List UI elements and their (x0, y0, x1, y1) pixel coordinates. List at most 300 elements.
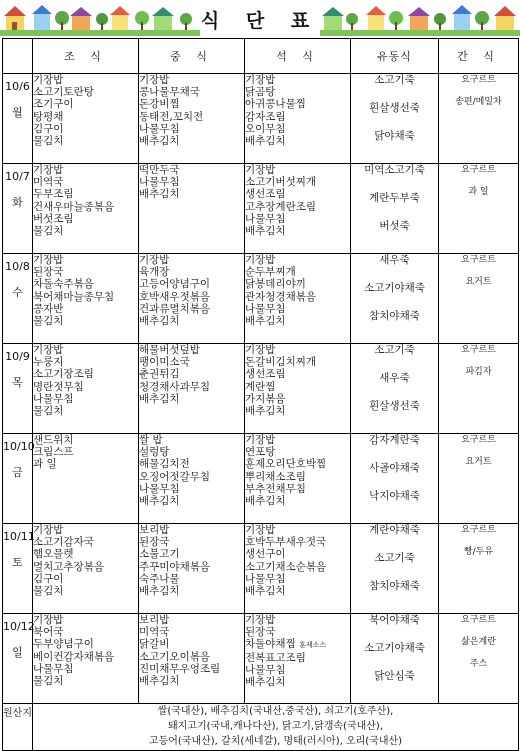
breakfast-cell (33, 74, 139, 164)
menu-item-text: 버섯조림 (33, 212, 74, 225)
menu-item (139, 176, 244, 188)
menu-item (139, 393, 244, 405)
menu-item (33, 123, 138, 135)
menu-item (245, 135, 350, 147)
menu-item-text: 기장밥 (245, 254, 276, 266)
menu-item (33, 675, 138, 687)
menu-item (245, 561, 350, 573)
menu-item (33, 266, 138, 278)
liquid-diet-item: 사골야채죽 (369, 462, 420, 474)
menu-item-text: 소고기토란탕 (33, 86, 94, 99)
snack-item: 요구르트 (461, 165, 496, 175)
menu-item-text: 기장밥 (245, 344, 276, 356)
dinner-cell (245, 524, 351, 614)
menu-item-text: 기장밥 (139, 74, 170, 86)
menu-item (33, 405, 138, 417)
menu-item-text: 고추장계란조림 (245, 200, 317, 213)
menu-item (245, 676, 350, 688)
menu-item (33, 164, 138, 176)
menu-item (139, 536, 244, 548)
lunch-cell (139, 74, 245, 164)
menu-item-text: 미역국 (33, 176, 64, 189)
menu-item-text: 배추김치 (245, 225, 286, 238)
menu-item (245, 458, 350, 470)
menu-item (139, 651, 244, 663)
snack-item: 요구르트 (461, 615, 496, 625)
menu-item-text: 생선구이 (245, 548, 286, 561)
menu-item (245, 585, 350, 597)
lunch-cell (139, 524, 245, 614)
menu-item-text: 닭곰탕 (245, 86, 276, 99)
menu-item (139, 164, 244, 176)
menu-item-text: 해물버섯덮밥 (139, 344, 200, 356)
menu-item (139, 188, 244, 200)
menu-item (139, 368, 244, 380)
menu-item (33, 548, 138, 560)
menu-item-text: 돈갈비김치찌개 (245, 356, 317, 369)
origin-label: 원산지 (3, 704, 33, 751)
menu-item-text: 쌀 밥 (139, 434, 163, 446)
menu-item (33, 393, 138, 405)
menu-item (245, 483, 350, 495)
liquid-diet-item: 낙지야채죽 (369, 490, 420, 502)
menu-item-text: 육개장 (139, 266, 170, 279)
menu-item (139, 573, 244, 585)
table-header-row (3, 39, 519, 74)
menu-item-text: 탕평채 (33, 110, 64, 123)
menu-item (139, 86, 244, 98)
header-dinner: 석 식 (245, 39, 351, 74)
snack-item: 요구르트 (461, 345, 496, 355)
menu-item-text: 과 일 (33, 458, 57, 471)
snack-cell (439, 614, 519, 704)
menu-item (245, 278, 350, 290)
menu-item-text: 배추김치 (139, 495, 180, 508)
dinner-cell (245, 614, 351, 704)
menu-item (245, 188, 350, 200)
lunch-cell (139, 344, 245, 434)
menu-item (139, 135, 244, 147)
day-weekday: 화 (12, 196, 23, 209)
menu-item (33, 188, 138, 200)
menu-item-text: 동태전,꼬치전 (139, 110, 204, 123)
snack-cell (439, 434, 519, 524)
menu-item-text: 배추김치 (139, 315, 180, 328)
menu-item (139, 471, 244, 483)
header-date (3, 39, 33, 74)
breakfast-cell (33, 344, 139, 434)
menu-item-text: 닭봉데리야끼 (245, 278, 306, 291)
menu-item (33, 291, 138, 303)
menu-item-text: 물김치 (33, 585, 64, 598)
menu-item (139, 291, 244, 303)
menu-item-text: 나물무침 (245, 572, 286, 585)
day-row (3, 164, 519, 254)
menu-item (139, 381, 244, 393)
menu-item-text: 계란찜 (245, 380, 276, 393)
menu-item-text: 연포탕 (245, 446, 276, 459)
menu-item-text: 물김치 (33, 315, 64, 328)
menu-item-text: 배추김치 (245, 135, 286, 148)
menu-item-text: 나물무침 (245, 663, 286, 676)
liquid-diet-item: 흰살생선죽 (369, 102, 420, 114)
day-weekday: 목 (12, 376, 23, 389)
liquid-diet-item: 닭야채죽 (374, 130, 415, 142)
menu-item-text: 돈강비찜 (139, 98, 180, 111)
menu-item (245, 201, 350, 213)
menu-item (139, 98, 244, 110)
menu-item (245, 446, 350, 458)
menu-item-text: 기장밥 (245, 524, 276, 536)
liquid-diet-cell (351, 74, 439, 164)
menu-item (33, 434, 138, 446)
menu-item-text: 된장국 (139, 536, 170, 549)
menu-item-text: 차돌야채찜 (245, 638, 296, 651)
lunch-cell (139, 434, 245, 524)
breakfast-cell (33, 524, 139, 614)
menu-item (33, 651, 138, 663)
dinner-cell (245, 74, 351, 164)
liquid-diet-item: 참치야채죽 (369, 580, 420, 592)
menu-item-text: 김구이 (33, 122, 64, 135)
snack-cell (439, 164, 519, 254)
header-snack: 간 식 (439, 39, 519, 74)
menu-item-text: 관자청경채볶음 (245, 290, 317, 303)
menu-item-text: 멸치고추장볶음 (33, 560, 105, 573)
menu-item (245, 652, 350, 664)
day-date-cell (3, 344, 33, 434)
snack-item: 요구르트 (461, 75, 496, 85)
menu-item (33, 573, 138, 585)
menu-item (245, 123, 350, 135)
menu-item-text: 고등어양념구이 (139, 278, 211, 291)
menu-item-text: 된장국 (33, 266, 64, 279)
menu-item (33, 344, 138, 356)
menu-item (33, 225, 138, 237)
menu-item (245, 524, 350, 536)
menu-item-text: 미역국 (139, 626, 170, 639)
menu-item (245, 393, 350, 405)
menu-item (245, 254, 350, 266)
menu-item (33, 254, 138, 266)
menu-item-text: 크림스프 (33, 446, 74, 459)
liquid-diet-cell (351, 344, 439, 434)
lunch-cell (139, 614, 245, 704)
menu-item (33, 638, 138, 650)
day-row (3, 344, 519, 434)
menu-item-text: 배추김치 (245, 315, 286, 328)
menu-item (245, 434, 350, 446)
menu-item-text: 소고기장조림 (33, 368, 94, 381)
day-row (3, 254, 519, 344)
menu-item-text: 주꾸미야채볶음 (139, 560, 211, 573)
menu-item (139, 446, 244, 458)
menu-item-text: 해물김치전 (139, 458, 190, 471)
menu-item-text: 소고기채소순볶음 (245, 560, 327, 573)
menu-item (245, 664, 350, 676)
liquid-diet-cell (351, 164, 439, 254)
liquid-diet-item: 참치야채죽 (369, 310, 420, 322)
day-date: 10/12 (3, 620, 35, 633)
menu-item (33, 663, 138, 675)
menu-item (139, 356, 244, 368)
menu-item (33, 626, 138, 638)
menu-item-text: 기장밥 (33, 524, 64, 536)
menu-item (33, 585, 138, 597)
menu-item-text: 건새우마늘종볶음 (33, 200, 115, 213)
menu-item (245, 536, 350, 548)
menu-item (33, 561, 138, 573)
menu-item-text: 진미채무우엉조림 (139, 662, 221, 675)
menu-item (139, 495, 244, 507)
menu-item-text: 배추김치 (245, 676, 286, 689)
menu-item-text: 청경채사과무침 (139, 380, 211, 393)
menu-item (245, 368, 350, 380)
header-banner (0, 0, 520, 38)
dinner-cell (245, 344, 351, 434)
menu-item (139, 663, 244, 675)
menu-item (245, 356, 350, 368)
liquid-diet-cell (351, 524, 439, 614)
menu-item (139, 303, 244, 315)
menu-item (139, 675, 244, 687)
menu-item-text: 기장밥 (33, 614, 64, 626)
liquid-diet-item: 소고기야채죽 (364, 282, 425, 294)
menu-item (33, 201, 138, 213)
menu-item (33, 135, 138, 147)
day-date: 10/9 (5, 350, 30, 363)
menu-item (139, 434, 244, 446)
day-date-cell (3, 164, 33, 254)
day-date: 10/8 (5, 260, 30, 273)
origin-line: 돼지고기(국내,캐나다산), 닭고기,닭갱속(국내산), (167, 721, 384, 732)
menu-item (245, 303, 350, 315)
day-row (3, 74, 519, 164)
day-weekday: 금 (12, 466, 23, 479)
menu-item (33, 111, 138, 123)
menu-item-text: 김구이 (33, 572, 64, 585)
menu-item-text: 배추김치 (139, 585, 180, 598)
day-date-cell (3, 434, 33, 524)
menu-item-text: 훈제오리단호박찜 (245, 458, 327, 471)
menu-item-text: 숙주나물 (139, 572, 180, 585)
liquid-diet-item: 계란야채죽 (369, 524, 420, 536)
menu-item (245, 471, 350, 483)
snack-item: 요거트 (465, 457, 492, 467)
menu-item-text: 두부조림 (33, 188, 74, 201)
menu-item-text: 샌드위치 (33, 434, 74, 446)
menu-item-text: 북어채마늘종무침 (33, 290, 115, 303)
menu-item-text: 물김치 (33, 405, 64, 418)
menu-item (33, 524, 138, 536)
liquid-diet-item: 계란두부죽 (369, 192, 420, 204)
menu-item (33, 86, 138, 98)
menu-item-text: 북어국 (33, 626, 64, 639)
menu-item-text: 기장밥 (139, 254, 170, 266)
menu-item-text: 콩자반 (33, 302, 64, 315)
origin-text (33, 704, 519, 751)
menu-item (245, 225, 350, 237)
liquid-diet-item: 흰살생선죽 (369, 400, 420, 412)
village-illustration-right (320, 2, 520, 36)
menu-item (33, 303, 138, 315)
menu-item (245, 164, 350, 176)
header-lunch: 중 식 (139, 39, 245, 74)
menu-item (245, 626, 350, 638)
menu-item-text: 보리밥 (139, 614, 170, 626)
menu-item (33, 74, 138, 86)
liquid-diet-item: 북어야채죽 (369, 614, 420, 626)
menu-item-text: 기장밥 (33, 74, 64, 86)
origin-line: 고등어(국내산), 갈치(세네갈), 명태(러시아), 오리(국내산) (148, 736, 403, 747)
menu-item-text: 기장밥 (33, 254, 64, 266)
menu-item (245, 548, 350, 560)
day-weekday: 일 (12, 646, 23, 659)
menu-item (139, 74, 244, 86)
menu-item-text: 생선조림 (245, 368, 286, 381)
liquid-diet-cell (351, 254, 439, 344)
lunch-cell (139, 254, 245, 344)
menu-item-text: 생선조림 (245, 188, 286, 201)
menu-item-text: 배추김치 (245, 495, 286, 508)
menu-item (33, 536, 138, 548)
menu-item-text: 배추김치 (139, 675, 180, 688)
menu-item (139, 626, 244, 638)
menu-item (33, 315, 138, 327)
menu-item (139, 614, 244, 626)
menu-item-text: 기장밥 (245, 164, 276, 176)
day-weekday: 월 (12, 106, 23, 119)
snack-item: 요구르트 (461, 255, 496, 265)
menu-item-text: 두부양념구이 (33, 638, 94, 651)
menu-item (33, 356, 138, 368)
menu-item-text: 나물무침 (245, 302, 286, 315)
snack-item: 요구르트 (461, 435, 496, 445)
menu-item-text: 감자조림 (245, 110, 286, 123)
menu-item-text: 소고기오이볶음 (139, 650, 211, 663)
day-weekday: 수 (12, 286, 23, 299)
breakfast-cell (33, 614, 139, 704)
liquid-diet-item: 소고기야채죽 (364, 642, 425, 654)
menu-item-text: 가지볶음 (245, 392, 286, 405)
menu-item (33, 368, 138, 380)
menu-item-text: 배추김치 (139, 188, 180, 201)
menu-item (33, 614, 138, 626)
menu-item-text: 떡만두국 (139, 164, 180, 176)
liquid-diet-item: 새우죽 (379, 254, 410, 266)
menu-item-text: 기장밥 (245, 434, 276, 446)
menu-item (245, 573, 350, 585)
menu-item (245, 315, 350, 327)
menu-item-text: 기장밥 (33, 344, 64, 356)
dinner-cell (245, 164, 351, 254)
dinner-cell (245, 254, 351, 344)
liquid-diet-item: 새우죽 (379, 372, 410, 384)
menu-item-text: 명란젓무침 (33, 380, 84, 393)
village-illustration-left (0, 2, 200, 36)
liquid-diet-item: 소고기죽 (374, 74, 415, 86)
snack-item: 파김자 (465, 367, 492, 377)
menu-item (139, 278, 244, 290)
snack-cell (439, 74, 519, 164)
menu-item-text: 소고기버섯찌개 (245, 176, 317, 189)
menu-item-text: 물김치 (33, 225, 64, 238)
menu-item-text: 건과류멸치볶음 (139, 302, 211, 315)
snack-item: 송편/메밀차 (455, 97, 502, 107)
menu-item (139, 483, 244, 495)
menu-item-text: 전복표고조림 (245, 651, 306, 664)
liquid-diet-item: 닭안심죽 (374, 670, 415, 682)
menu-item-text: 차돌숙주볶음 (33, 278, 94, 291)
menu-item-text: 팽이미소국 (139, 356, 190, 369)
menu-item-text: 나물무침 (139, 482, 180, 495)
menu-item (33, 278, 138, 290)
menu-item (245, 213, 350, 225)
day-date: 10/7 (5, 170, 30, 183)
header-breakfast: 조 식 (33, 39, 139, 74)
menu-item (33, 458, 138, 470)
menu-item (245, 495, 350, 507)
menu-item-text: 베이컨감자채볶음 (33, 650, 115, 663)
day-date-cell (3, 614, 33, 704)
menu-item-text: 물김치 (33, 135, 64, 148)
snack-cell (439, 524, 519, 614)
menu-item (245, 381, 350, 393)
breakfast-cell (33, 164, 139, 254)
menu-item (33, 213, 138, 225)
origin-line: 쌀(국내산), 배추김치(국내산,중국산), 쇠고기(호주산), (157, 706, 394, 717)
liquid-diet-item: 소고기죽 (374, 344, 415, 356)
liquid-diet-item: 감자계란죽 (369, 434, 420, 446)
liquid-diet-item: 미역소고기죽 (364, 164, 425, 176)
menu-item (245, 614, 350, 626)
day-row (3, 614, 519, 704)
menu-item (33, 98, 138, 110)
menu-item-text: 배추김치 (139, 135, 180, 148)
menu-item (139, 315, 244, 327)
header-liquid-diet: 유동식 (351, 39, 439, 74)
menu-item (245, 111, 350, 123)
menu-item-text: 누룽지 (33, 356, 64, 369)
menu-item (139, 638, 244, 650)
menu-item (139, 524, 244, 536)
menu-item-text: 순두부찌개 (245, 266, 296, 279)
day-weekday: 토 (12, 556, 23, 569)
menu-item-text: 부추전채무침 (245, 482, 306, 495)
menu-item-text: 배추김치 (139, 392, 180, 405)
liquid-diet-item: 버섯죽 (379, 220, 410, 232)
menu-item-text: 기장밥 (33, 164, 64, 176)
menu-item-text: 소불고기 (139, 548, 180, 561)
menu-item-text: 오이무침 (245, 122, 286, 135)
snack-item: 주스 (469, 659, 488, 669)
menu-item-text: 아귀콩나물찜 (245, 98, 306, 111)
snack-item: 요거트 (465, 277, 492, 287)
day-row (3, 434, 519, 524)
menu-item-text: 닭갈비 (139, 638, 170, 651)
menu-item-text: 호박두부새우젓국 (245, 536, 327, 549)
menu-item (139, 344, 244, 356)
menu-item-text: 뿌리채소조림 (245, 470, 306, 483)
menu-item-text: 물김치 (33, 675, 64, 688)
menu-item (33, 446, 138, 458)
lunch-cell (139, 164, 245, 254)
page-title: 식 단 표 (200, 10, 320, 32)
menu-item (139, 123, 244, 135)
day-date-cell (3, 254, 33, 344)
breakfast-cell (33, 254, 139, 344)
day-row (3, 524, 519, 614)
